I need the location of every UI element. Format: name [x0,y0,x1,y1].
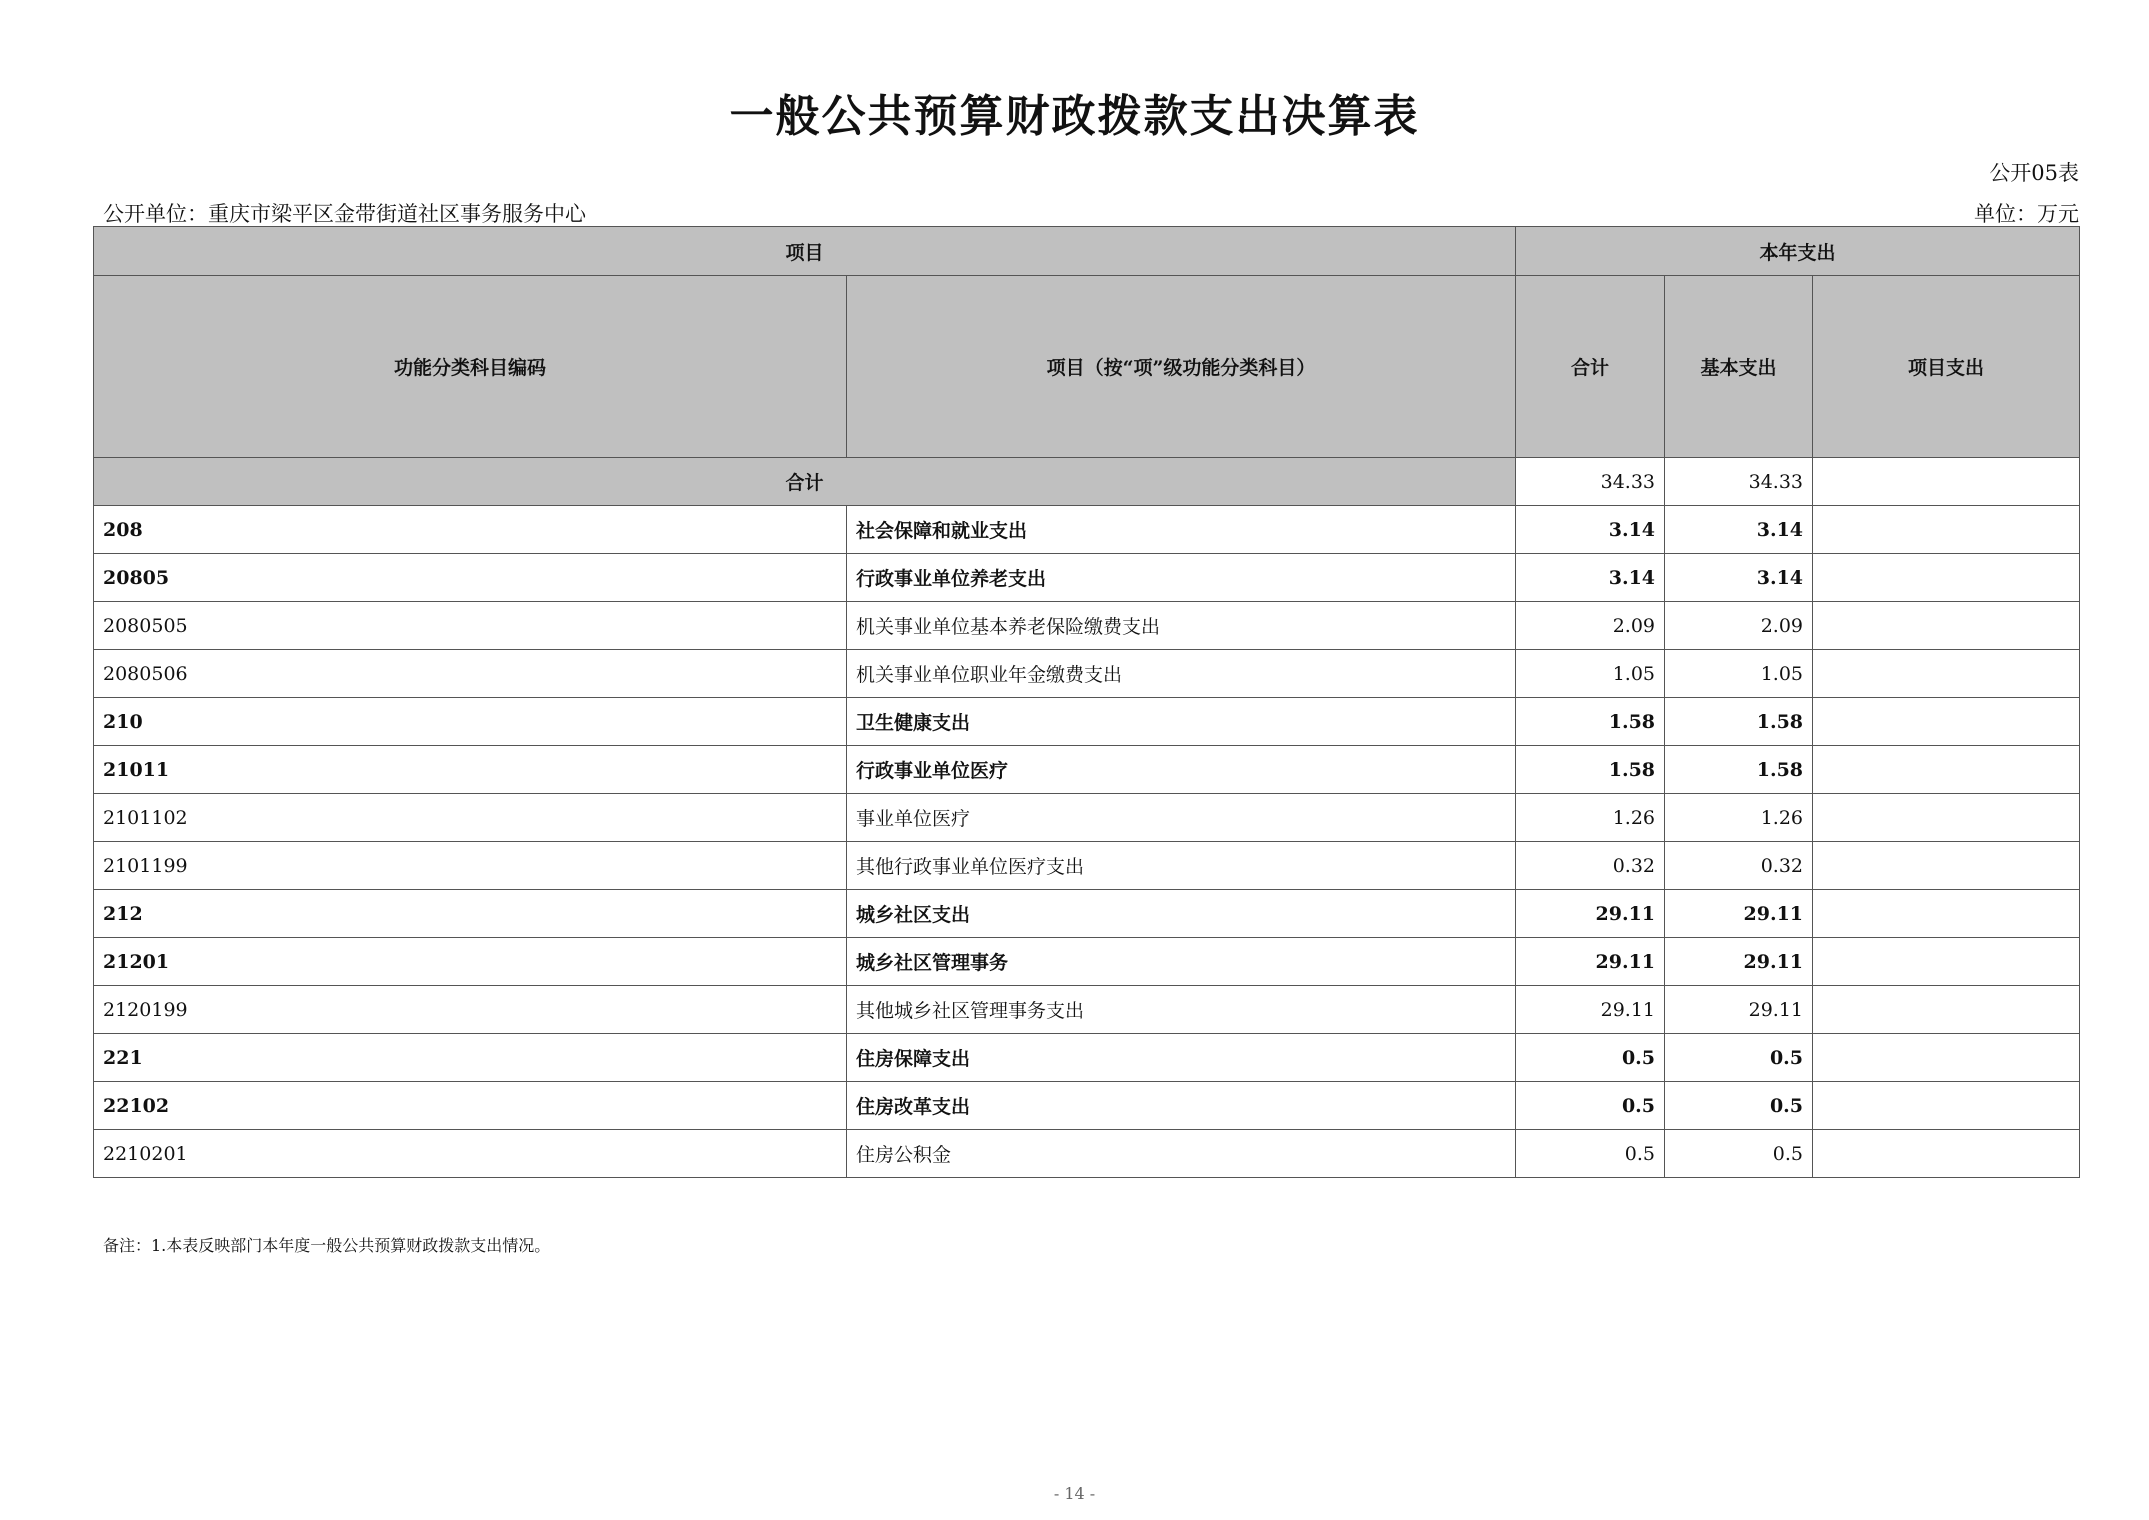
header-total: 合计 [1516,276,1665,458]
row-basic: 1.58 [1665,698,1813,746]
table-row [94,602,2080,650]
total-amount: 34.33 [1516,458,1665,506]
table-row [94,698,2080,746]
row-project [1813,650,2080,698]
table-row [94,986,2080,1034]
row-code: 2101102 [94,794,847,842]
row-project [1813,1034,2080,1082]
header-project-expense: 项目支出 [1813,276,2080,458]
row-basic: 29.11 [1665,986,1813,1034]
table-row [94,746,2080,794]
header-project: 项目 [94,227,1516,276]
table-row [94,1034,2080,1082]
row-code: 20805 [94,554,847,602]
table-row [94,890,2080,938]
header-basic: 基本支出 [1665,276,1813,458]
row-total: 3.14 [1516,554,1665,602]
currency-unit: 单位：万元 [1974,202,2079,226]
total-label: 合计 [94,458,1516,506]
header-item: 项目（按“项”级功能分类科目） [847,276,1516,458]
row-name: 城乡社区支出 [847,890,1516,938]
row-code: 22102 [94,1082,847,1130]
row-total: 1.58 [1516,698,1665,746]
table-row [94,1130,2080,1178]
row-code: 208 [94,506,847,554]
row-project [1813,890,2080,938]
table-number: 公开05表 [1989,161,2079,185]
row-code: 2210201 [94,1130,847,1178]
row-name: 行政事业单位养老支出 [847,554,1516,602]
row-code: 210 [94,698,847,746]
row-name: 住房保障支出 [847,1034,1516,1082]
table-row [94,554,2080,602]
row-basic: 1.26 [1665,794,1813,842]
row-name: 卫生健康支出 [847,698,1516,746]
row-basic: 29.11 [1665,890,1813,938]
row-name: 城乡社区管理事务 [847,938,1516,986]
row-project [1813,794,2080,842]
reporting-unit: 公开单位：重庆市梁平区金带街道社区事务服务中心 [103,202,586,226]
row-total: 2.09 [1516,602,1665,650]
row-project [1813,1130,2080,1178]
row-basic: 0.5 [1665,1130,1813,1178]
header-row-top [94,227,2080,276]
row-code: 21011 [94,746,847,794]
row-project [1813,746,2080,794]
table-row [94,506,2080,554]
page-number: - 14 - [1053,1484,1096,1503]
row-total: 1.26 [1516,794,1665,842]
row-name: 事业单位医疗 [847,794,1516,842]
table-row [94,794,2080,842]
row-project [1813,1082,2080,1130]
row-total: 29.11 [1516,938,1665,986]
row-project [1813,842,2080,890]
total-project [1813,458,2080,506]
row-name: 其他城乡社区管理事务支出 [847,986,1516,1034]
row-total: 29.11 [1516,890,1665,938]
row-total: 0.5 [1516,1082,1665,1130]
row-code: 2080505 [94,602,847,650]
row-basic: 1.05 [1665,650,1813,698]
row-code: 2080506 [94,650,847,698]
row-project [1813,698,2080,746]
row-code: 2101199 [94,842,847,890]
row-basic: 2.09 [1665,602,1813,650]
row-name: 住房公积金 [847,1130,1516,1178]
row-total: 0.5 [1516,1130,1665,1178]
row-project [1813,986,2080,1034]
row-basic: 3.14 [1665,554,1813,602]
row-project [1813,554,2080,602]
row-code: 221 [94,1034,847,1082]
row-total: 1.58 [1516,746,1665,794]
row-total: 0.32 [1516,842,1665,890]
row-name: 住房改革支出 [847,1082,1516,1130]
total-basic: 34.33 [1665,458,1813,506]
row-name: 其他行政事业单位医疗支出 [847,842,1516,890]
row-project [1813,602,2080,650]
row-basic: 0.5 [1665,1082,1813,1130]
row-basic: 1.58 [1665,746,1813,794]
row-code: 2120199 [94,986,847,1034]
expenditure-table [93,226,2080,1178]
row-project [1813,506,2080,554]
table-row [94,650,2080,698]
row-name: 社会保障和就业支出 [847,506,1516,554]
row-code: 21201 [94,938,847,986]
row-name: 机关事业单位职业年金缴费支出 [847,650,1516,698]
table-row [94,842,2080,890]
row-total: 1.05 [1516,650,1665,698]
row-total: 3.14 [1516,506,1665,554]
row-total: 29.11 [1516,986,1665,1034]
total-row [94,458,2080,506]
footnote: 备注：1.本表反映部门本年度一般公共预算财政拨款支出情况。 [103,1236,551,1255]
row-basic: 29.11 [1665,938,1813,986]
row-total: 0.5 [1516,1034,1665,1082]
header-current-year: 本年支出 [1516,227,2080,276]
row-name: 行政事业单位医疗 [847,746,1516,794]
table-row [94,938,2080,986]
row-name: 机关事业单位基本养老保险缴费支出 [847,602,1516,650]
page-title: 一般公共预算财政拨款支出决算表 [729,91,1420,142]
row-basic: 3.14 [1665,506,1813,554]
row-basic: 0.32 [1665,842,1813,890]
row-basic: 0.5 [1665,1034,1813,1082]
header-row-sub [94,276,2080,458]
table-row [94,1082,2080,1130]
header-code: 功能分类科目编码 [94,276,847,458]
row-project [1813,938,2080,986]
row-code: 212 [94,890,847,938]
